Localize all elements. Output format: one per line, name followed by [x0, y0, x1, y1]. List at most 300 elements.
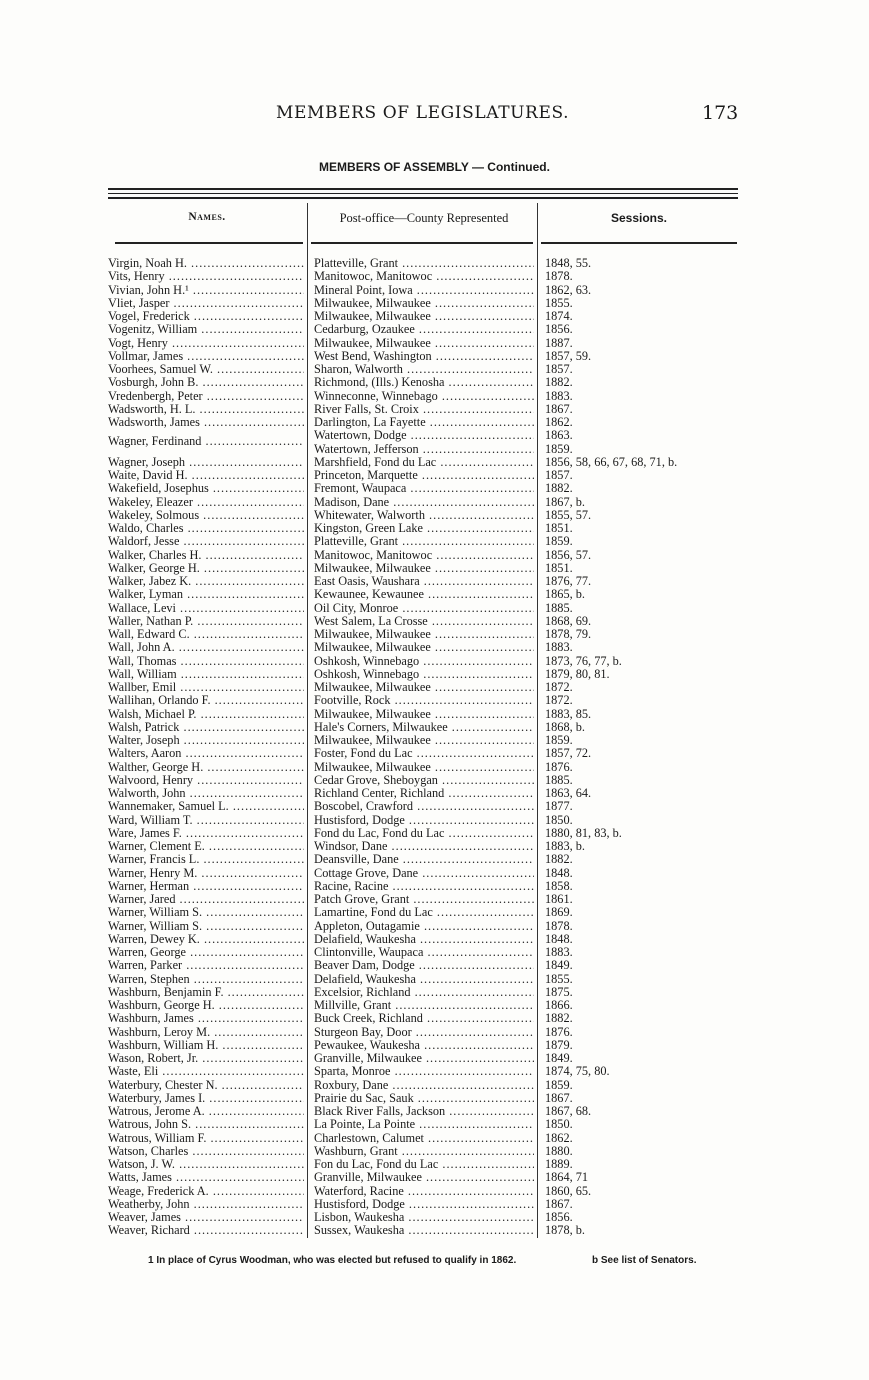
member-name: Ware, James F. .....: [108, 827, 304, 840]
member-name: Waller, Nathan P. .....: [108, 615, 304, 628]
member-name: Weaver, James .....: [108, 1211, 304, 1224]
member-name: Wadsworth, James .....: [108, 416, 304, 429]
member-name: Wakeley, Eleazer .....: [108, 496, 304, 509]
member-name: Vollmar, James .....: [108, 350, 304, 363]
sessions: 1856, 57.: [545, 548, 592, 562]
table-row: [0, 840, 869, 853]
table-row: [0, 1012, 869, 1025]
post-office-county: Cottage Grove, Dane .....: [314, 867, 534, 880]
post-office-county: Pewaukee, Waukesha .....: [314, 1039, 534, 1052]
table-row: [0, 1026, 869, 1039]
table-row: [0, 694, 869, 707]
sessions: 1867, 68.: [545, 1105, 592, 1118]
member-name: Watts, James .....: [108, 1171, 304, 1184]
post-office-county: Foster, Fond du Lac .....: [314, 747, 534, 760]
post-office-county: Appleton, Outagamie .....: [314, 920, 534, 933]
post-office-county: Platteville, Grant .....: [314, 257, 534, 270]
header-underline-sessions: [541, 242, 737, 244]
post-office-county: Whitewater, Walworth .....: [314, 509, 534, 522]
sessions: 1857.: [545, 363, 573, 376]
post-office-county: Platteville, Grant .....: [314, 535, 534, 548]
sessions: 1887.: [545, 336, 573, 350]
sessions: 1876.: [545, 760, 573, 774]
post-office-county: Clintonville, Waupaca .....: [314, 946, 534, 959]
table-row: [0, 853, 869, 866]
table-row: [0, 1145, 869, 1158]
table-row: [0, 575, 869, 588]
post-office-county: Granville, Milwaukee .....: [314, 1052, 534, 1065]
post-office-county: Buck Creek, Richland .....: [314, 1012, 534, 1025]
post-office-county: River Falls, St. Croix .....: [314, 403, 534, 416]
table-row: [0, 469, 869, 482]
sessions: 1883.: [545, 946, 573, 959]
sessions: 1883.: [545, 389, 573, 403]
top-rule-thick: [108, 188, 738, 190]
table-row: [0, 668, 869, 681]
table-row: [0, 1052, 869, 1065]
member-name: Wakefield, Josephus .....: [108, 482, 304, 495]
sessions: 1863, 64.: [545, 787, 592, 800]
sessions: 1862.: [545, 416, 573, 429]
member-name: Wakeley, Solmous .....: [108, 509, 304, 522]
sessions: 1868, 69.: [545, 614, 592, 628]
footnote-1: 1 In place of Cyrus Woodman, who was elected but refused to qualify in 1862.: [148, 1255, 517, 1266]
member-name: Watrous, Jerome A. .....: [108, 1105, 304, 1118]
post-office-county: Milwaukee, Milwaukee .....: [314, 681, 534, 694]
table-row: [0, 1198, 869, 1211]
page-header: [0, 103, 869, 129]
sessions: 1883, b.: [545, 840, 585, 853]
post-office-county: Sparta, Monroe .....: [314, 1065, 534, 1078]
table-row: [0, 641, 869, 654]
post-office-county: Madison, Dane .....: [314, 496, 534, 509]
post-office-county: Manitowoc, Manitowoc .....: [314, 270, 534, 283]
table-row: [0, 509, 869, 522]
table-row: [0, 522, 869, 535]
sessions: 1856, 58, 66, 67, 68, 71, b.: [545, 455, 678, 469]
post-office-county: Richmond, (Ills.) Kenosha .....: [314, 376, 534, 389]
table-row: [0, 363, 869, 376]
member-name: Wall, William .....: [108, 668, 304, 681]
sessions: 1882.: [545, 853, 573, 867]
member-name: Wallace, Levi .....: [108, 602, 304, 615]
table-row: [0, 761, 869, 774]
member-name: Vosburgh, John B. .....: [108, 376, 304, 389]
member-name: Wallber, Emil .....: [108, 681, 304, 694]
table-row: [0, 284, 869, 297]
table-row: [0, 867, 869, 880]
post-office-county: Manitowoc, Manitowoc .....: [314, 549, 534, 562]
sessions: 1859.: [545, 535, 573, 549]
page-number: 173: [702, 102, 739, 124]
column-header-sessions: Sessions.: [610, 211, 668, 225]
member-name: Wall, Edward C. .....: [108, 628, 304, 641]
post-office-county: Oshkosh, Winnebago .....: [314, 668, 534, 681]
table-row: [0, 734, 869, 747]
member-name: Wall, Thomas .....: [108, 655, 304, 668]
member-name: Warren, Parker .....: [108, 959, 304, 972]
sessions: 1869.: [545, 906, 573, 920]
sessions: 1848, 55.: [545, 257, 592, 270]
table-row: [0, 787, 869, 800]
member-name: Walvoord, Henry .....: [108, 774, 304, 787]
member-name: Weaver, Richard .....: [108, 1224, 304, 1237]
sessions: 1880, 81, 83, b.: [545, 826, 622, 840]
table-row: [0, 535, 869, 548]
table-row: [0, 933, 869, 946]
table-row: [0, 880, 869, 893]
post-office-county: Richland Center, Richland .....: [314, 787, 534, 800]
post-office-county: Milwaukee, Milwaukee .....: [314, 708, 534, 721]
post-office-county: Windsor, Dane .....: [314, 840, 534, 853]
sessions: 1856.: [545, 323, 573, 337]
member-name: Walters, Aaron .....: [108, 747, 304, 760]
member-name: Washburn, Leroy M. .....: [108, 1026, 304, 1039]
sessions: 1889.: [545, 1158, 573, 1171]
sessions: 1857, 72.: [545, 747, 592, 761]
table-row: [0, 403, 869, 416]
sessions: 1856.: [545, 1211, 573, 1224]
post-office-county: Milwaukee, Milwaukee .....: [314, 641, 534, 654]
table-row: [0, 1171, 869, 1184]
post-office-county: Lisbon, Waukesha .....: [314, 1211, 534, 1224]
table-row: [0, 429, 869, 456]
member-name: Walter, Joseph .....: [108, 734, 304, 747]
table-row: [0, 814, 869, 827]
post-office-county: Footville, Rock .....: [314, 694, 534, 707]
table-row: [0, 350, 869, 363]
sessions: 1867.: [545, 402, 573, 416]
member-name: Warren, Stephen .....: [108, 973, 304, 986]
post-office-county: Prairie du Sac, Sauk .....: [314, 1092, 534, 1105]
sessions: 1880.: [545, 1144, 573, 1158]
footnotes: [148, 1255, 748, 1266]
sessions: 1882.: [545, 482, 573, 496]
column-header-post-office: Post-office—County Represented: [339, 211, 509, 225]
table-row: [0, 1092, 869, 1105]
sessions: 1883.: [545, 641, 573, 655]
post-office-county: East Oasis, Waushara .....: [314, 575, 534, 588]
table-row: [0, 827, 869, 840]
post-office-county: West Salem, La Crosse .....: [314, 615, 534, 628]
member-name: Waldorf, Jesse .....: [108, 535, 304, 548]
table-row: [0, 708, 869, 721]
sessions: 1855, 57.: [545, 508, 592, 522]
post-office-county: Charlestown, Calumet .....: [314, 1132, 534, 1145]
member-name: Walker, Charles H. .....: [108, 549, 304, 562]
member-name: Walker, Jabez K. .....: [108, 575, 304, 588]
member-name: Warren, George .....: [108, 946, 304, 959]
table-row: [0, 376, 869, 389]
header-underline-post: [311, 242, 533, 244]
member-name: Wagner, Ferdinand .....: [108, 435, 304, 448]
post-office-county: Boscobel, Crawford .....: [314, 800, 534, 813]
sessions: 1877.: [545, 800, 573, 814]
sessions: 1883, 85.: [545, 707, 592, 721]
post-office-county: Sussex, Waukesha .....: [314, 1224, 534, 1237]
member-name: Vits, Henry .....: [108, 270, 304, 283]
member-name: Waterbury, James I. .....: [108, 1092, 304, 1105]
table-row: [0, 946, 869, 959]
post-office-county: Granville, Milwaukee .....: [314, 1171, 534, 1184]
sessions: 1878, b.: [545, 1224, 585, 1238]
member-name: Watrous, William F. .....: [108, 1132, 304, 1145]
table-row: [0, 1185, 869, 1198]
sessions: 1879.: [545, 1038, 573, 1052]
post-office-county: Milwaukee, Milwaukee .....: [314, 628, 534, 641]
member-name: Warner, William S. .....: [108, 906, 304, 919]
sessions: 1850.: [545, 1118, 573, 1132]
post-office-county: Sharon, Walworth .....: [314, 363, 534, 376]
sessions: 1882.: [545, 376, 573, 390]
table-row: [0, 549, 869, 562]
member-name: Weatherby, John .....: [108, 1198, 304, 1211]
sessions: 1885.: [545, 601, 573, 615]
member-name: Watrous, John S. .....: [108, 1118, 304, 1131]
post-office-county: Milwaukee, Milwaukee .....: [314, 310, 534, 323]
member-name: Wall, John A. .....: [108, 641, 304, 654]
post-office-county: Hale's Corners, Milwaukee .....: [314, 721, 534, 734]
sessions: 1861.: [545, 893, 573, 906]
table-row: [0, 615, 869, 628]
members-table: [0, 257, 869, 1238]
post-office-county: Cedarburg, Ozaukee .....: [314, 323, 534, 336]
member-name: Waste, Eli .....: [108, 1065, 304, 1078]
member-name: Vredenbergh, Peter .....: [108, 390, 304, 403]
member-name: Watson, J. W. .....: [108, 1158, 304, 1171]
post-office-county: Milwaukee, Milwaukee .....: [314, 337, 534, 350]
sessions: 1849.: [545, 959, 573, 973]
post-office-county: Princeton, Marquette .....: [314, 469, 534, 482]
sessions: 1851.: [545, 522, 573, 535]
top-rule-thick-2: [108, 197, 738, 199]
table-row: [0, 588, 869, 601]
post-office-county: Patch Grove, Grant .....: [314, 893, 534, 906]
sessions: 1860, 65.: [545, 1184, 592, 1198]
member-name: Vivian, John H.¹ .....: [108, 284, 304, 297]
post-office-county: Hustisford, Dodge .....: [314, 1198, 534, 1211]
table-row: [0, 1105, 869, 1118]
post-office-county: Fond du Lac, Fond du Lac .....: [314, 827, 534, 840]
member-name: Warner, Henry M. .....: [108, 867, 304, 880]
section-subheading: MEMBERS OF ASSEMBLY — Continued.: [319, 160, 550, 174]
sessions: 1850.: [545, 813, 573, 827]
header-underline-names: [115, 242, 303, 244]
member-name: Walsh, Patrick .....: [108, 721, 304, 734]
member-name: Wallihan, Orlando F. .....: [108, 694, 304, 707]
table-row: [0, 628, 869, 641]
member-name: Vogel, Frederick .....: [108, 310, 304, 323]
sessions: 1862, 63.: [545, 283, 592, 297]
table-row: [0, 655, 869, 668]
post-office-county: Beaver Dam, Dodge .....: [314, 959, 534, 972]
table-row: [0, 323, 869, 336]
post-office-county: Sturgeon Bay, Door .....: [314, 1026, 534, 1039]
post-office-county: Fon du Lac, Fond du Lac .....: [314, 1158, 534, 1171]
table-row: [0, 482, 869, 495]
post-office-county: Deansville, Dane .....: [314, 853, 534, 866]
member-name: Warner, Clement E. .....: [108, 840, 304, 853]
post-office-county: Milwaukee, Milwaukee .....: [314, 761, 534, 774]
member-name: Wagner, Joseph .....: [108, 456, 304, 469]
member-name: Waite, David H. .....: [108, 469, 304, 482]
member-name: Walther, George H. .....: [108, 761, 304, 774]
table-row: [0, 337, 869, 350]
member-name: Vogt, Henry .....: [108, 337, 304, 350]
sessions: 1867.: [545, 1197, 573, 1211]
sessions: 1855.: [545, 972, 573, 986]
running-title: MEMBERS OF LEGISLATURES.: [276, 103, 570, 123]
sessions: 1876.: [545, 1025, 573, 1039]
post-office-county: Oil City, Monroe .....: [314, 602, 534, 615]
sessions: 1848.: [545, 932, 573, 946]
member-name: Virgin, Noah H. .....: [108, 257, 304, 270]
sessions: 1879, 80, 81.: [545, 667, 610, 681]
post-office-county: Oshkosh, Winnebago .....: [314, 655, 534, 668]
table-row: [0, 416, 869, 429]
sessions: 1867, b.: [545, 495, 585, 509]
table-row: [0, 721, 869, 734]
member-name: Vogenitz, William .....: [108, 323, 304, 336]
post-office-county: Excelsior, Richland .....: [314, 986, 534, 999]
table-row: [0, 390, 869, 403]
sessions: 1882.: [545, 1012, 573, 1026]
sessions: 1874, 75, 80.: [545, 1065, 610, 1079]
table-row: [0, 959, 869, 972]
table-row: [0, 681, 869, 694]
sessions: 1857.: [545, 469, 573, 482]
member-name: Walker, George H. .....: [108, 562, 304, 575]
table-row: [0, 270, 869, 283]
table-row: [0, 893, 869, 906]
post-office-county: Delafield, Waukesha .....: [314, 973, 534, 986]
member-name: Watson, Charles .....: [108, 1145, 304, 1158]
member-name: Warner, William S. .....: [108, 920, 304, 933]
sessions: 1878.: [545, 270, 573, 284]
post-office-county: Washburn, Grant .....: [314, 1145, 534, 1158]
post-office-county: Kewaunee, Kewaunee .....: [314, 588, 534, 601]
post-office-county: Lamartine, Fond du Lac .....: [314, 906, 534, 919]
post-office-county: Cedar Grove, Sheboygan .....: [314, 774, 534, 787]
table-row: [0, 1132, 869, 1145]
sessions: 1858.: [545, 879, 573, 893]
sessions: 1849.: [545, 1052, 573, 1065]
member-name: Waterbury, Chester N. .....: [108, 1079, 304, 1092]
member-name: Walsh, Michael P. .....: [108, 708, 304, 721]
sessions: 1876, 77.: [545, 575, 592, 588]
sessions: 1857, 59.: [545, 349, 592, 363]
post-office-county: Millville, Grant .....: [314, 999, 534, 1012]
member-name: Weage, Frederick A. .....: [108, 1185, 304, 1198]
sessions: 1867.: [545, 1091, 573, 1105]
table-row: [0, 562, 869, 575]
post-office-county: Hustisford, Dodge .....: [314, 814, 534, 827]
member-name: Warner, Herman .....: [108, 880, 304, 893]
member-name: Wadsworth, H. L. .....: [108, 403, 304, 416]
sessions: 1864, 71: [545, 1171, 589, 1185]
sessions: 1885.: [545, 773, 573, 787]
sessions: 1872.: [545, 694, 573, 708]
footnote-b: b See list of Senators.: [592, 1255, 697, 1266]
post-office-county: Black River Falls, Jackson .....: [314, 1105, 534, 1118]
top-rule-thin: [108, 193, 738, 194]
table-row: [0, 310, 869, 323]
table-row: [0, 1158, 869, 1171]
member-name: Wason, Robert, Jr. .....: [108, 1052, 304, 1065]
sessions: 1875.: [545, 985, 573, 999]
table-row: [0, 257, 869, 270]
sessions: 1874.: [545, 310, 573, 323]
table-row: [0, 1118, 869, 1131]
post-office-county: Milwaukee, Milwaukee .....: [314, 297, 534, 310]
member-name: Waldo, Charles .....: [108, 522, 304, 535]
table-row: [0, 1224, 869, 1237]
sessions: 1873, 76, 77, b.: [545, 654, 622, 668]
table-row: [0, 906, 869, 919]
member-name: Vliet, Jasper .....: [108, 297, 304, 310]
table-row: [0, 800, 869, 813]
column-header-names: Names.: [188, 211, 226, 223]
table-row: [0, 602, 869, 615]
member-name: Washburn, James .....: [108, 1012, 304, 1025]
member-name: Warner, Francis L. .....: [108, 853, 304, 866]
sessions: 1863. 1859.: [545, 429, 573, 456]
post-office-county: Marshfield, Fond du Lac .....: [314, 456, 534, 469]
table-row: [0, 1211, 869, 1224]
sessions: 1848.: [545, 866, 573, 880]
sessions: 1872.: [545, 681, 573, 694]
table-row: [0, 1065, 869, 1078]
post-office-county: Mineral Point, Iowa .....: [314, 284, 534, 297]
sessions: 1878, 79.: [545, 628, 592, 641]
post-office-county: Fremont, Waupaca .....: [314, 482, 534, 495]
member-name: Voorhees, Samuel W. .....: [108, 363, 304, 376]
member-name: Washburn, George H. .....: [108, 999, 304, 1012]
sessions: 1865, b.: [545, 588, 585, 602]
member-name: Warren, Dewey K. .....: [108, 933, 304, 946]
member-name: Ward, William T. .....: [108, 814, 304, 827]
sessions: 1851.: [545, 561, 573, 575]
post-office-county: Watertown, Dodge ..... Watertown, Jefferson .....: [314, 429, 534, 456]
sessions: 1866.: [545, 999, 573, 1012]
table-row: [0, 973, 869, 986]
member-name: Wannemaker, Samuel L. .....: [108, 800, 304, 813]
post-office-county: Racine, Racine .....: [314, 880, 534, 893]
member-name: Warner, Jared .....: [108, 893, 304, 906]
table-row: [0, 920, 869, 933]
sessions: 1859.: [545, 734, 573, 747]
table-row: [0, 496, 869, 509]
post-office-county: Milwaukee, Milwaukee .....: [314, 734, 534, 747]
sessions: 1868, b.: [545, 720, 585, 734]
table-row: [0, 774, 869, 787]
sessions: 1878.: [545, 919, 573, 933]
sessions: 1855.: [545, 296, 573, 310]
member-name: Walworth, John .....: [108, 787, 304, 800]
table-row: [0, 986, 869, 999]
post-office-county: Roxbury, Dane .....: [314, 1079, 534, 1092]
sessions: 1859.: [545, 1078, 573, 1092]
member-name: Washburn, William H. .....: [108, 1039, 304, 1052]
table-row: [0, 297, 869, 310]
table-row: [0, 747, 869, 760]
post-office-county: Milwaukee, Milwaukee .....: [314, 562, 534, 575]
table-row: [0, 456, 869, 469]
post-office-county: La Pointe, La Pointe .....: [314, 1118, 534, 1131]
member-name: Washburn, Benjamin F. .....: [108, 986, 304, 999]
post-office-county: Kingston, Green Lake .....: [314, 522, 534, 535]
sessions: 1862.: [545, 1131, 573, 1145]
